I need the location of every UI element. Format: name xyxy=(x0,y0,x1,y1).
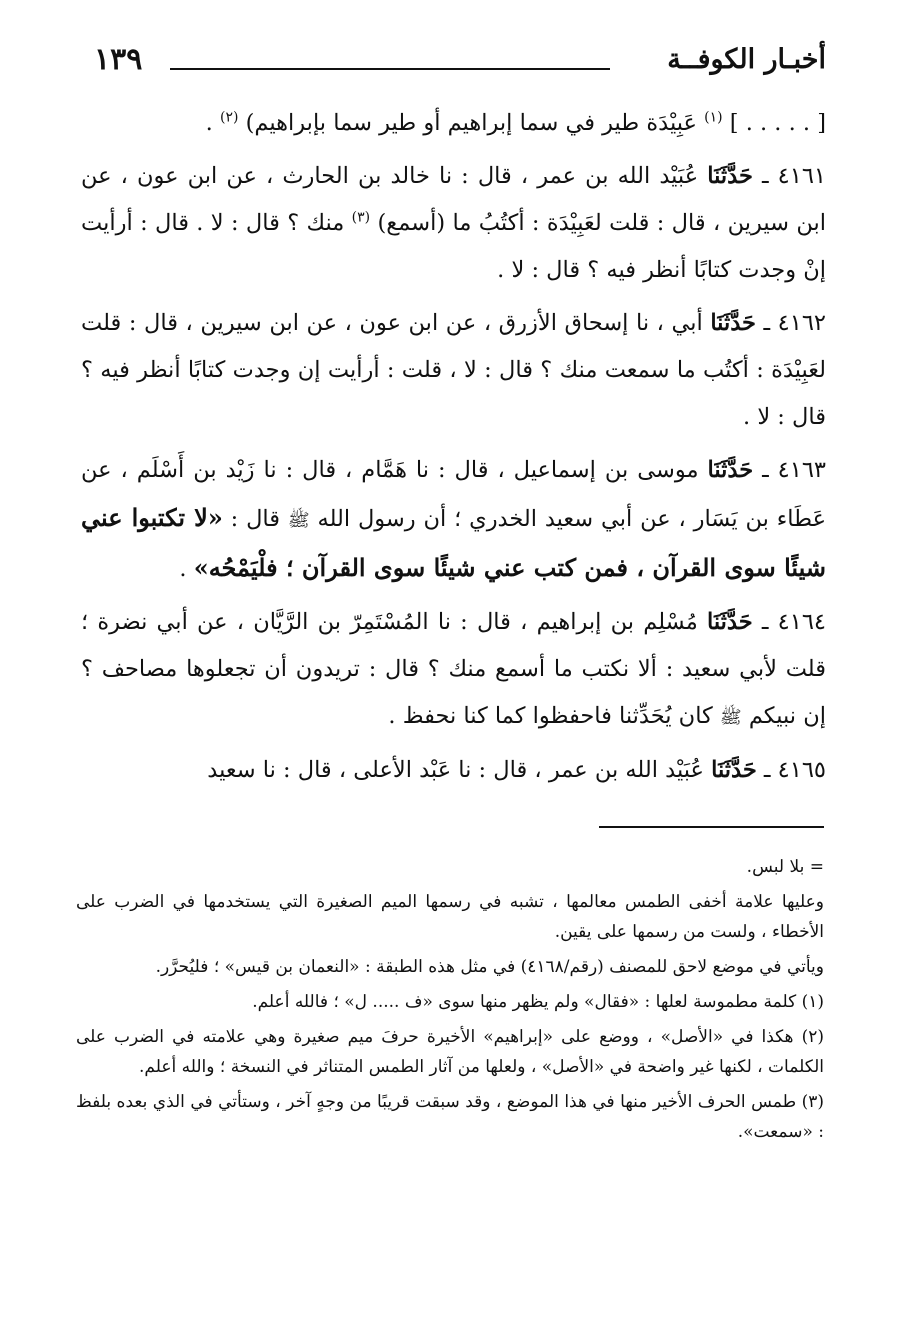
hadith-number: ٤١٦٢ ـ xyxy=(763,310,827,336)
prophetic-quote: «لا تكتبوا عني شيئًا سوى القرآن ، فمن كتب عني شيئًا سوى القرآن ؛ فلْيَمْحُه» xyxy=(81,503,826,582)
lead-word: حَدَّثَنَا xyxy=(710,310,756,336)
paragraph-text: منك ؟ قال : لا . قال : أرأيت إنْ وجدت كتابًا أنظر فيه ؟ قال : لا . xyxy=(81,210,826,283)
paragraph-text: عَبِيْدَة طير في سما إبراهيم أو طير سما بإبراهيم) xyxy=(245,110,697,136)
footnote-ref: (١) xyxy=(704,109,723,126)
footnote-2: (٢) هكذا في «الأصل» ، ووضع على «إبراهيم» الأخيرة حرفَ ميم صغيرة وهي علامته في الضرب على الكلمات ، لكنها غير واضحة في «الأصل» ، ولعلها من آثار الطمس المتناثر في النسخة ؛ والله أعلم. xyxy=(76,1027,824,1077)
header-rule xyxy=(170,68,610,70)
footnote-rule xyxy=(599,826,824,828)
paragraph-text: موسى بن إسماعيل ، قال : نا هَمَّام ، قال : نا زَيْد بن أَسْلَم ، عن عَطَاء بن يَسَار ، عن أبي سعيد الخدري ؛ أن رسول الله xyxy=(81,457,827,532)
hadith-4163 xyxy=(81,447,826,593)
main-text xyxy=(81,100,826,800)
page-header xyxy=(80,38,830,88)
lead-word: حَدَّثَنَا xyxy=(711,757,757,783)
hadith-number: ٤١٦٥ ـ xyxy=(763,757,826,783)
footnote-continuation: وعليها علامة أخفى الطمس معالمها ، تشبه في رسمها الميم الصغيرة التي يستخدمها في الضرب على الأخطاء ، ولست من رسمها على يقين. xyxy=(76,892,824,942)
hadith-number: ٤١٦١ ـ xyxy=(761,163,826,189)
lacuna-bracket: [ . . . . . ] xyxy=(729,110,826,136)
footnote-continuation: ويأتي في موضع لاحق للمصنف (رقم/٤١٦٨) في مثل هذه الطبقة : «النعمان بن قيس» ؛ فليُحرَّر. xyxy=(155,957,824,977)
page-number: ١٣٩ xyxy=(94,42,143,77)
footnotes xyxy=(76,852,824,1152)
lead-word: حَدَّثَنَا xyxy=(707,163,753,189)
hadith-4164 xyxy=(81,599,826,741)
paragraph-fragment xyxy=(81,100,826,147)
hadith-4162 xyxy=(81,300,826,441)
hadith-4165 xyxy=(81,747,826,794)
footnote-continuation: = بلا لبس. xyxy=(746,857,824,877)
salawat-glyph: ﷺ xyxy=(719,707,742,728)
lead-word: حَدَّثَنَا xyxy=(707,609,753,635)
lead-word: حَدَّثَنَا xyxy=(707,457,754,483)
hadith-number: ٤١٦٤ ـ xyxy=(761,609,827,635)
footnote-ref: (٢) xyxy=(219,109,239,126)
footnote-ref: (٣) xyxy=(351,209,371,226)
footnote-1: (١) كلمة مطموسة لعلها : «فقال» ولم يظهر منها سوى «ف ..... ل» ؛ فالله أعلم. xyxy=(252,992,824,1012)
paragraph-text: قال : xyxy=(230,506,281,532)
salawat-glyph: ﷺ xyxy=(287,510,310,531)
paragraph-text: أبي ، نا إسحاق الأزرق ، عن ابن عون ، عن ابن سيرين ، قال : قلت لعَبِيْدَة : أكتُب ما سمعت منك ؟ قال : لا ، قلت : أرأيت إن وجدت كتابًا أنظر فيه ؟ قال : لا . xyxy=(81,310,826,430)
paragraph-text: مُسْلِم بن إبراهيم ، قال : نا المُسْتَمِرّ بن الرَّيَّان ، عن أبي نضرة ؛ قلت لأبي سعيد : ألا نكتب ما أسمع منك ؟ قال : تريدون أن تجعلوها مصاحف ؟ إن نبيكم xyxy=(81,609,826,729)
paragraph-text: كان يُحَدِّثنا فاحفظوا كما كنا نحفظ . xyxy=(388,703,713,729)
running-title: أخبـار الكوفــة xyxy=(667,44,826,75)
hadith-4161 xyxy=(81,153,826,294)
paragraph-end: . xyxy=(205,110,213,136)
paragraph-text: عُبَيْد الله بن عمر ، قال : نا عَبْد الأعلى ، قال : نا سعيد xyxy=(207,757,704,783)
paragraph-end: . xyxy=(179,556,187,582)
footnote-3: (٣) طمس الحرف الأخير منها في هذا الموضع ، وقد سبقت قريبًا من وجهٍ آخر ، وستأتي في الذي بعده بلفظ : «سمعت». xyxy=(76,1092,824,1142)
hadith-number: ٤١٦٣ ـ xyxy=(762,457,826,483)
paragraph-text: عُبَيْد الله بن عمر ، قال : نا خالد بن الحارث ، عن ابن عون ، عن ابن سيرين ، قال : قلت لعَبِيْدَة : أكتُبُ ما (أسمع) xyxy=(81,163,827,236)
